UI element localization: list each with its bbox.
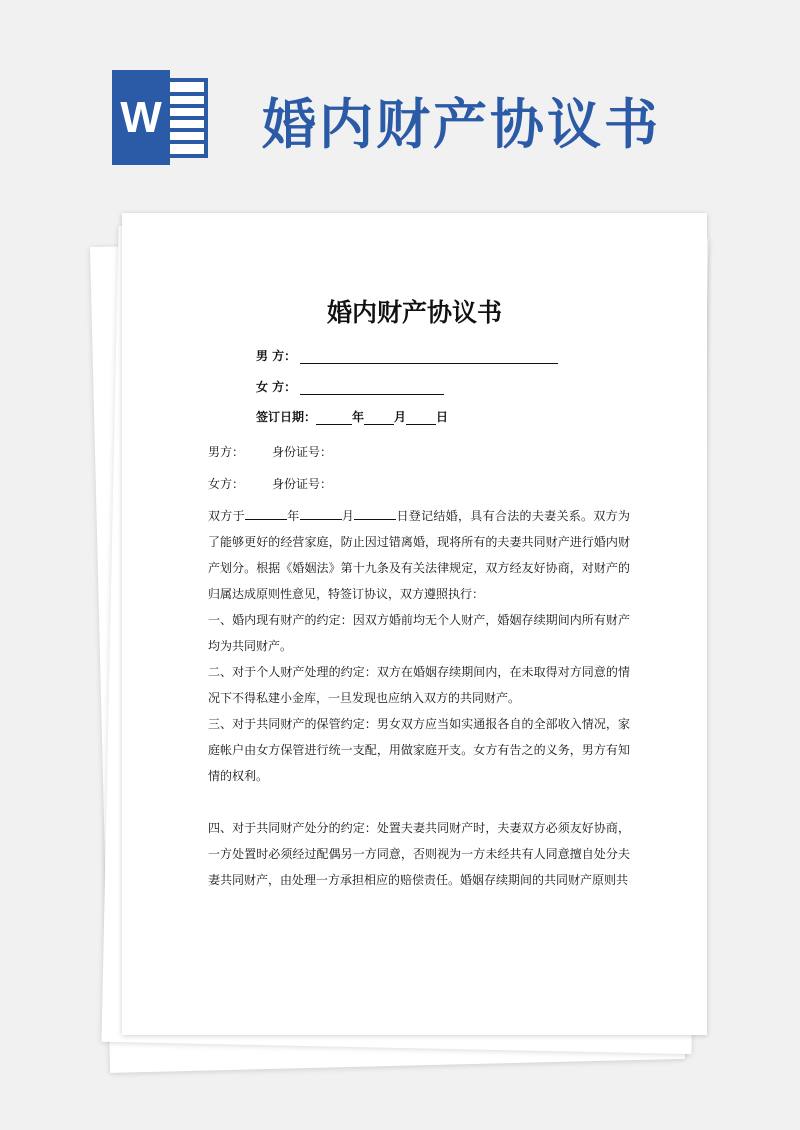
clause-2: 二、对于个人财产处理的约定：双方在婚姻存续期间内，在未取得对方同意的情况下不得私建小金库，一旦发现也应纳入双方的共同财产。 — [208, 665, 630, 705]
text-line-icon — [170, 140, 204, 144]
male-name-blank — [300, 363, 558, 364]
year-label: 年 — [352, 410, 365, 424]
female-party-label: 女方： — [208, 477, 245, 491]
male-id-row — [208, 443, 333, 460]
marriage-month-label: 月 — [341, 509, 355, 523]
marriage-suffix: 日登记结婚，具有合法的夫妻关系。双方为了能够更好的经营家庭，防止因过错离婚，现将所有的夫妻共同财产进行婚内财产划分。根据《婚姻法》第十九条及有关法律规定，双方经友好协商，对财产的归属达成原则性意见，特签订协议，双方遵照执行： — [208, 509, 630, 601]
female-id-row — [208, 475, 333, 492]
document-page — [122, 213, 707, 1035]
text-line-icon — [170, 128, 204, 132]
marriage-day-blank — [354, 507, 396, 520]
day-label: 日 — [436, 410, 449, 424]
female-party-field — [256, 378, 444, 395]
female-name-blank — [300, 394, 444, 395]
text-line-icon — [170, 92, 204, 96]
marriage-month-blank — [300, 507, 342, 520]
day-blank — [406, 424, 436, 425]
female-id-label: 身份证号： — [272, 477, 333, 491]
male-party-label: 男方： — [208, 445, 245, 459]
date-label: 签订日期： — [256, 410, 317, 424]
clause-4: 四、对于共同财产处分的约定：处置夫妻共同财产时，夫妻双方必须友好协商，一方处置时必须经过配偶另一方同意，否则视为一方未经共有人同意擅自处分夫妻共同财产，由处理一方承担相应的赔偿责任。婚姻存续期间的共同财产原则共 — [208, 821, 630, 887]
signing-date-field — [256, 408, 448, 425]
male-party-field — [256, 347, 558, 364]
marriage-year-label: 年 — [286, 509, 300, 523]
month-blank — [364, 424, 394, 425]
male-label: 男 方： — [256, 349, 297, 363]
month-label: 月 — [394, 410, 407, 424]
marriage-paragraph — [208, 503, 630, 607]
year-blank — [316, 424, 352, 425]
clause-1: 一、婚内现有财产的约定：因双方婚前均无个人财产，婚姻存续期间内所有财产均为共同财产。 — [208, 613, 630, 653]
marriage-year-blank — [245, 507, 287, 520]
text-line-icon — [170, 104, 204, 108]
male-id-label: 身份证号： — [272, 445, 333, 459]
header — [0, 0, 800, 200]
paragraph-gap — [208, 789, 630, 815]
header-title: 婚内财产协议书 — [262, 93, 661, 156]
word-document-icon — [112, 70, 212, 165]
document-title: 婚内财产协议书 — [326, 298, 502, 327]
marriage-prefix: 双方于 — [208, 509, 245, 523]
text-line-icon — [170, 116, 204, 120]
word-logo-badge: W — [112, 70, 170, 165]
female-label: 女 方： — [256, 380, 297, 394]
clause-3: 三、对于共同财产的保管约定：男女双方应当如实通报各自的全部收入情况，家庭帐户由女方保管进行统一支配，用做家庭开支。女方有告之的义务，男方有知情的权利。 — [208, 717, 630, 783]
agreement-body — [208, 503, 630, 893]
